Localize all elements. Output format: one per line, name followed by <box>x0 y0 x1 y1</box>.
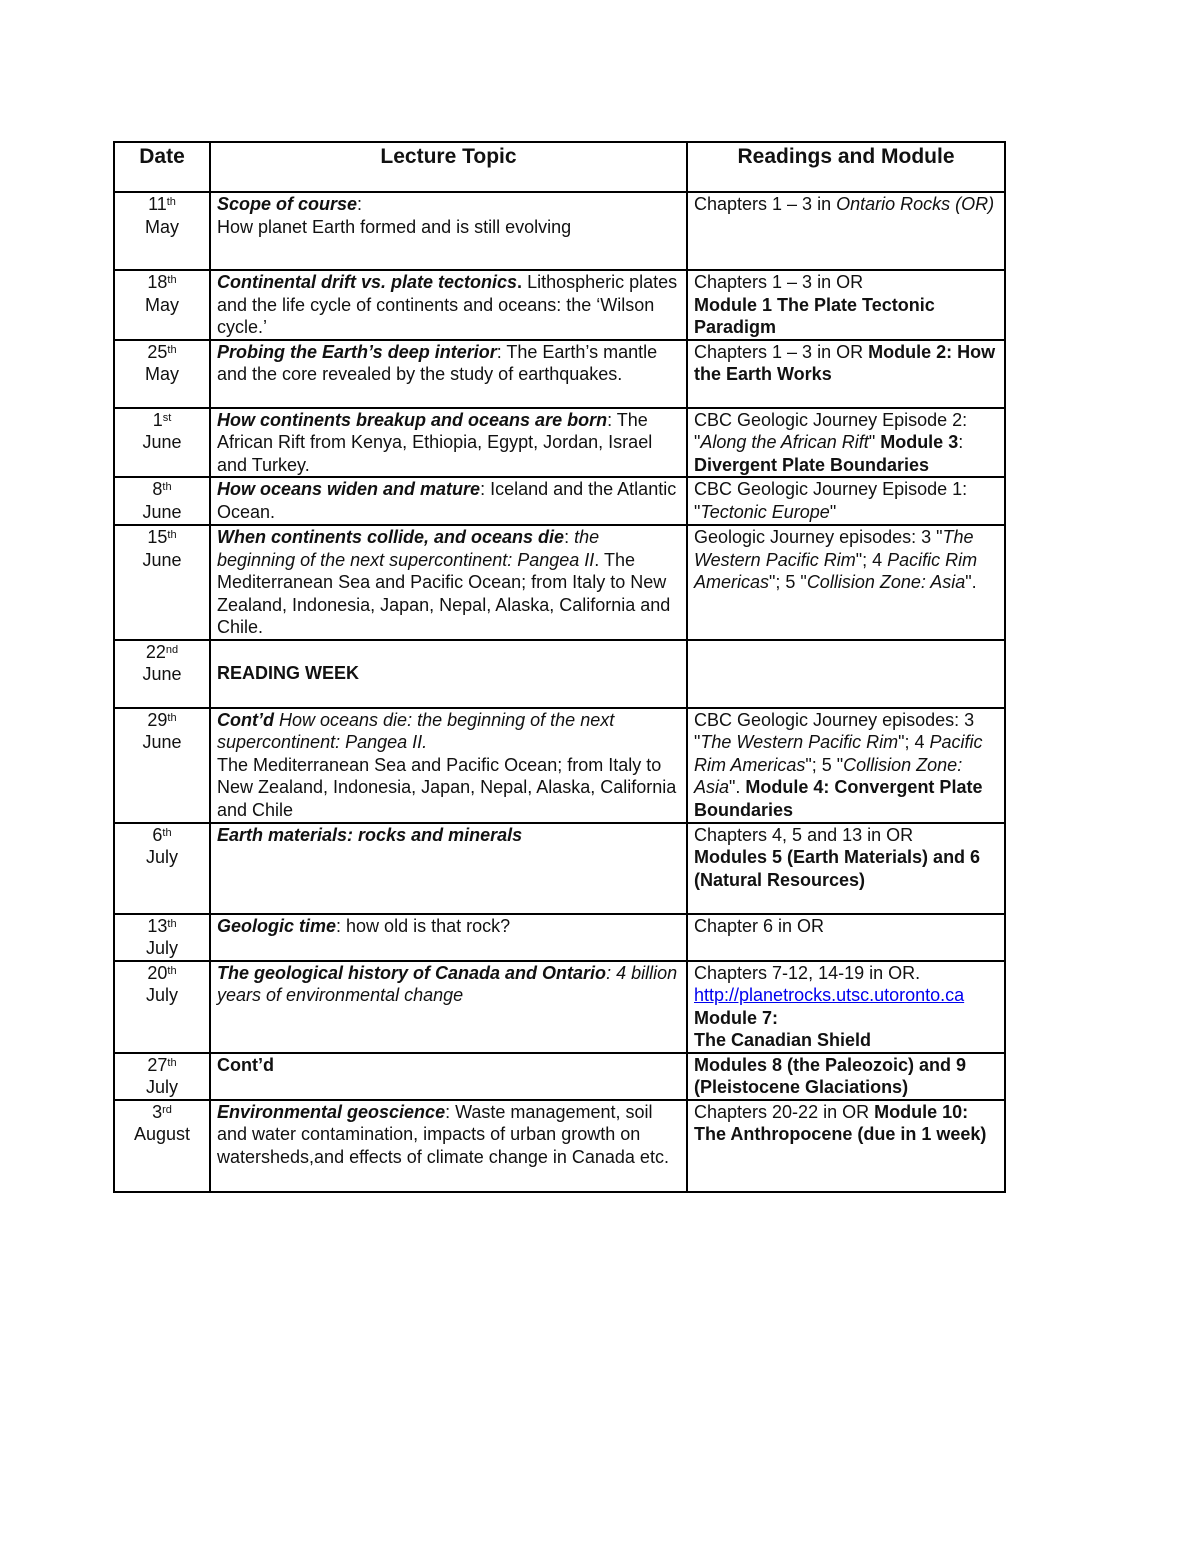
readings-header: Readings and Module <box>687 142 1005 192</box>
readings-cell <box>687 640 1005 708</box>
topic-cell: Earth materials: rocks and minerals <box>210 823 687 914</box>
date-cell: 1st June <box>114 408 210 478</box>
table-row <box>114 914 1005 961</box>
topic-cell: Scope of course: How planet Earth formed and is still evolving <box>210 192 687 270</box>
date-cell: 25th May <box>114 340 210 408</box>
readings-cell: Chapter 6 in OR <box>687 914 1005 961</box>
readings-cell: Geologic Journey episodes: 3 "The Western Pacific Rim"; 4 Pacific Rim Americas"; 5 "Collision Zone: Asia". <box>687 525 1005 640</box>
date-cell: 20th July <box>114 961 210 1053</box>
topic-cell: How oceans widen and mature: Iceland and the Atlantic Ocean. <box>210 477 687 525</box>
topic-header: Lecture Topic <box>210 142 687 192</box>
date-cell: 29th June <box>114 708 210 823</box>
table-row <box>114 823 1005 914</box>
readings-cell: Chapters 1 – 3 in OR Module 1 The Plate Tectonic Paradigm <box>687 270 1005 340</box>
readings-cell: Chapters 1 – 3 in OR Module 2: How the Earth Works <box>687 340 1005 408</box>
date-cell: 18th May <box>114 270 210 340</box>
readings-cell: Modules 8 (the Paleozoic) and 9 (Pleistocene Glaciations) <box>687 1053 1005 1100</box>
topic-cell: When continents collide, and oceans die: the beginning of the next supercontinent: Pangea II. The Mediterranean Sea and Pacific Ocean; from Italy to New Zealand, Indonesia, Japan, Nepal, Alaska, California and Chile. <box>210 525 687 640</box>
table-row <box>114 477 1005 525</box>
schedule-table <box>113 141 1006 1193</box>
topic-cell: READING WEEK <box>210 640 687 708</box>
readings-cell: CBC Geologic Journey episodes: 3 "The Western Pacific Rim"; 4 Pacific Rim Americas"; 5 "Collision Zone: Asia". Module 4: Convergent Plate Boundaries <box>687 708 1005 823</box>
date-cell: 13th July <box>114 914 210 961</box>
topic-cell: Environmental geoscience: Waste management, soil and water contamination, impacts of urban growth on watersheds,and effects of climate change in Canada etc. <box>210 1100 687 1192</box>
table-row <box>114 408 1005 478</box>
topic-cell: Cont’d <box>210 1053 687 1100</box>
planetrocks-link[interactable]: http://planetrocks.utsc.utoronto.ca <box>694 985 965 1005</box>
date-header: Date <box>114 142 210 192</box>
table-row <box>114 708 1005 823</box>
table-row <box>114 1053 1005 1100</box>
table-row <box>114 1100 1005 1192</box>
topic-cell: Continental drift vs. plate tectonics. Lithospheric plates and the life cycle of continents and oceans: the ‘Wilson cycle.’ <box>210 270 687 340</box>
table-row <box>114 525 1005 640</box>
date-cell: 27th July <box>114 1053 210 1100</box>
table-row <box>114 340 1005 408</box>
date-cell: 3rd August <box>114 1100 210 1192</box>
table-row <box>114 192 1005 270</box>
readings-cell: Chapters 1 – 3 in Ontario Rocks (OR) <box>687 192 1005 270</box>
topic-cell: Geologic time: how old is that rock? <box>210 914 687 961</box>
date-cell: 8th June <box>114 477 210 525</box>
readings-cell: Chapters 7-12, 14-19 in OR. http://planetrocks.utsc.utoronto.ca Module 7: The Canadian Shield <box>687 961 1005 1053</box>
date-cell: 22nd June <box>114 640 210 708</box>
topic-cell: Probing the Earth’s deep interior: The Earth’s mantle and the core revealed by the study of earthquakes. <box>210 340 687 408</box>
topic-cell: The geological history of Canada and Ontario: 4 billion years of environmental change <box>210 961 687 1053</box>
table-row <box>114 270 1005 340</box>
date-cell: 15th June <box>114 525 210 640</box>
date-cell: 6th July <box>114 823 210 914</box>
readings-cell: Chapters 20-22 in OR Module 10: The Anthropocene (due in 1 week) <box>687 1100 1005 1192</box>
readings-cell: CBC Geologic Journey Episode 2: "Along the African Rift" Module 3: Divergent Plate Boundaries <box>687 408 1005 478</box>
topic-cell: How continents breakup and oceans are born: The African Rift from Kenya, Ethiopia, Egypt, Jordan, Israel and Turkey. <box>210 408 687 478</box>
table-row <box>114 640 1005 708</box>
header-row <box>114 142 1005 192</box>
readings-cell: CBC Geologic Journey Episode 1: "Tectonic Europe" <box>687 477 1005 525</box>
date-cell: 11th May <box>114 192 210 270</box>
topic-cell: Cont’d How oceans die: the beginning of the next supercontinent: Pangea II. The Mediterranean Sea and Pacific Ocean; from Italy to New Zealand, Indonesia, Japan, Nepal, Alaska, California and Chile <box>210 708 687 823</box>
readings-cell: Chapters 4, 5 and 13 in OR Modules 5 (Earth Materials) and 6 (Natural Resources) <box>687 823 1005 914</box>
table-row <box>114 961 1005 1053</box>
